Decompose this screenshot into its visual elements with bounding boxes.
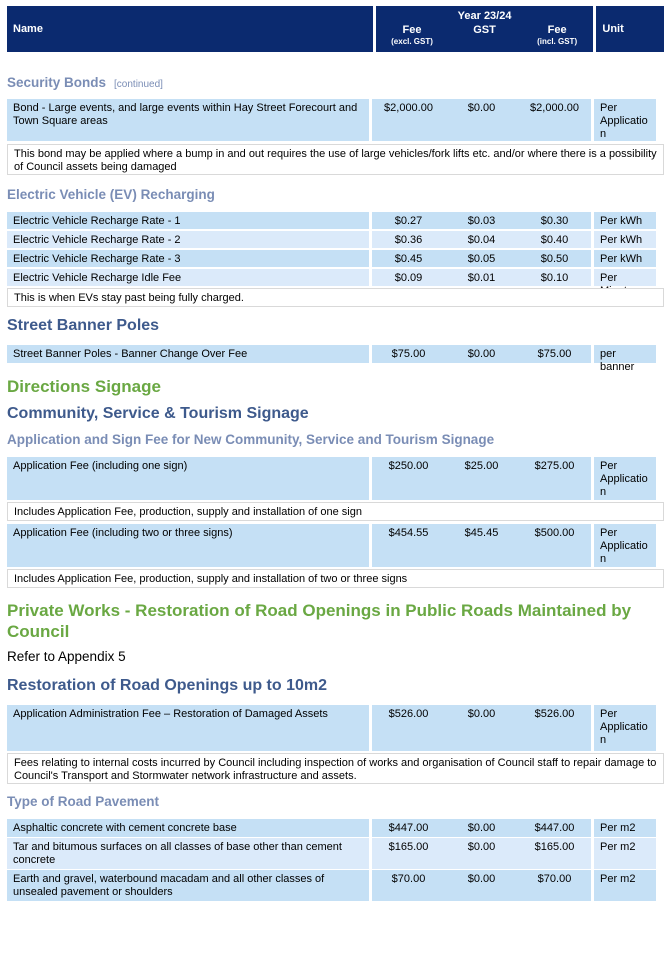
continued-label: [continued]	[114, 79, 163, 90]
row-incl: $0.30	[518, 212, 591, 229]
row-incl: $275.00	[518, 457, 591, 500]
row-incl: $0.50	[518, 250, 591, 267]
row-unit: Per kWh	[594, 250, 656, 267]
row-unit: Per Applicatio n	[594, 705, 656, 751]
section-title-ev: Electric Vehicle (EV) Recharging	[7, 187, 215, 202]
row-fee: $0.09	[372, 269, 445, 286]
row-incl: $447.00	[518, 819, 591, 837]
row-name: Electric Vehicle Recharge Rate - 1	[7, 212, 369, 229]
header-year: Year 23/24	[457, 10, 512, 22]
row-incl: $70.00	[518, 870, 591, 901]
table-row	[7, 250, 664, 267]
table-row	[7, 345, 664, 373]
table-row	[7, 457, 664, 500]
header-incl-label: Fee	[547, 24, 567, 36]
header-year-group	[376, 6, 594, 52]
row-gst: $45.45	[445, 524, 518, 567]
header-fee	[376, 24, 449, 48]
refer-appendix: Refer to Appendix 5	[7, 649, 126, 664]
row-name: Electric Vehicle Recharge Rate - 3	[7, 250, 369, 267]
row-incl: $0.40	[518, 231, 591, 248]
row-gst: $0.04	[445, 231, 518, 248]
row-note: This is when EVs stay past being fully charged.	[7, 288, 664, 307]
subtitle-community-signage: Community, Service & Tourism Signage	[7, 405, 309, 422]
row-fee: $454.55	[372, 524, 445, 567]
section-title-pavement: Type of Road Pavement	[7, 794, 160, 809]
row-gst: $0.00	[445, 838, 518, 869]
row-unit: Per	[594, 269, 656, 286]
row-unit: Per m2	[594, 838, 656, 869]
row-name: Electric Vehicle Recharge Idle Fee	[7, 269, 369, 286]
row-fee: $165.00	[372, 838, 445, 869]
row-name: Street Banner Poles - Banner Change Over Fee	[7, 345, 369, 363]
row-gst: $0.01	[445, 269, 518, 286]
table-header	[7, 6, 664, 52]
row-fee: $0.36	[372, 231, 445, 248]
row-incl: $75.00	[518, 345, 591, 363]
table-row	[7, 838, 664, 869]
row-fee: $2,000.00	[372, 99, 445, 141]
row-unit: Per Applicatio n	[594, 524, 656, 567]
row-note: Includes Application Fee, production, supply and installation of two or three signs	[7, 569, 664, 588]
row-fee: $0.27	[372, 212, 445, 229]
row-incl: $2,000.00	[518, 99, 591, 141]
section-title-private-works: Private Works - Restoration of Road Openings in Public Roads Maintained by Council	[7, 601, 632, 641]
row-gst: $25.00	[445, 457, 518, 500]
row-name: Application Fee (including two or three signs)	[7, 524, 369, 567]
header-gst: GST	[473, 24, 496, 36]
section-title-application-sign-fee: Application and Sign Fee for New Community, Service and Tourism Signage	[7, 432, 495, 447]
table-row	[7, 269, 664, 286]
row-fee: $0.45	[372, 250, 445, 267]
table-row	[7, 819, 664, 837]
subtitle-restoration: Restoration of Road Openings up to 10m2	[7, 677, 328, 694]
table-row	[7, 99, 664, 141]
row-unit: Per Applicatio n	[594, 457, 656, 500]
table-row	[7, 705, 664, 751]
header-incl-sub: (incl. GST)	[537, 37, 578, 46]
row-gst: $0.00	[445, 819, 518, 837]
row-gst: $0.00	[445, 99, 518, 141]
row-name: Bond - Large events, and large events within Hay Street Forecourt and Town Square areas	[7, 99, 369, 141]
row-gst: $0.05	[445, 250, 518, 267]
header-incl	[521, 24, 594, 48]
row-fee: $70.00	[372, 870, 445, 901]
row-incl: $0.10	[518, 269, 591, 286]
row-fee: $75.00	[372, 345, 445, 363]
table-row	[7, 212, 664, 229]
row-name: Earth and gravel, waterbound macadam and all other classes of unsealed pavement or shoulders	[7, 870, 369, 901]
section-title-banner: Street Banner Poles	[7, 317, 160, 334]
row-gst: $0.00	[445, 345, 518, 363]
row-name: Tar and bitumous surfaces on all classes of base other than cement concrete	[7, 838, 369, 869]
row-fee: $526.00	[372, 705, 445, 751]
row-note: Includes Application Fee, production, supply and installation of one sign	[7, 502, 664, 521]
row-name: Application Administration Fee – Restoration of Damaged Assets	[7, 705, 369, 751]
table-row	[7, 870, 664, 901]
row-unit: Per m2	[594, 870, 656, 901]
row-unit: Per kWh	[594, 212, 656, 229]
row-gst: $0.00	[445, 705, 518, 751]
table-row	[7, 231, 664, 248]
row-gst: $0.00	[445, 870, 518, 901]
row-name: Application Fee (including one sign)	[7, 457, 369, 500]
row-gst: $0.03	[445, 212, 518, 229]
row-unit: Per m2	[594, 819, 656, 837]
row-note: This bond may be applied where a bump in and out requires the use of large vehicles/fork lifts etc. and/or where there is a possibility of Council assets being damaged	[7, 144, 664, 175]
row-fee: $447.00	[372, 819, 445, 837]
row-incl: $500.00	[518, 524, 591, 567]
row-incl: $526.00	[518, 705, 591, 751]
row-fee: $250.00	[372, 457, 445, 500]
header-unit: Unit	[596, 6, 664, 52]
security-bonds-title: Security Bonds	[7, 75, 107, 90]
row-unit: Per kWh	[594, 231, 656, 248]
header-fee-sub: (excl. GST)	[391, 37, 433, 46]
row-unit: per banner	[594, 345, 656, 363]
row-unit: Per Applicatio n	[594, 99, 656, 141]
row-name: Asphaltic concrete with cement concrete base	[7, 819, 369, 837]
table-row	[7, 524, 664, 567]
section-title-security-bonds	[7, 75, 163, 90]
fee-schedule-page	[7, 6, 664, 898]
row-name: Electric Vehicle Recharge Rate - 2	[7, 231, 369, 248]
row-note: Fees relating to internal costs incurred by Council including inspection of works and organisation of Council staff to repair damage to Council's Transport and Stormwater network infrastructure and assets.	[7, 753, 664, 784]
row-incl: $165.00	[518, 838, 591, 869]
header-name: Name	[7, 6, 373, 52]
section-title-directions: Directions Signage	[7, 377, 161, 396]
header-fee-label: Fee	[402, 24, 422, 36]
